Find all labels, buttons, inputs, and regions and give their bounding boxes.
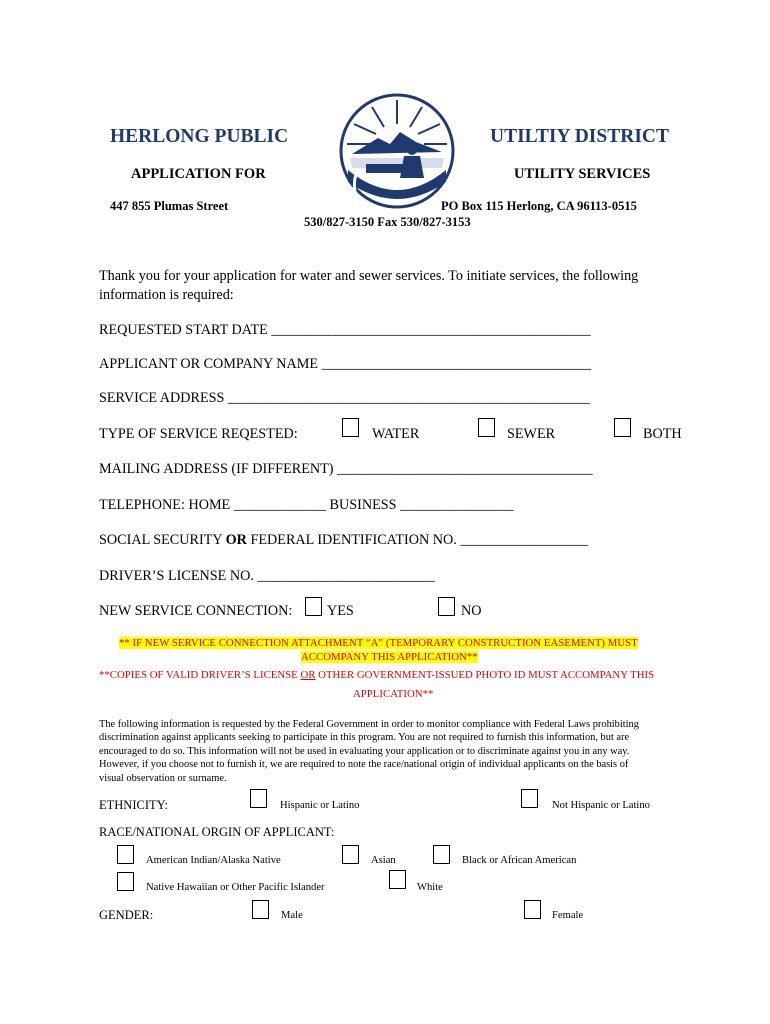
federal-line-5: visual observation or surname. <box>99 773 227 784</box>
yes-label: YES <box>327 603 354 619</box>
male-checkbox[interactable] <box>252 900 269 919</box>
hawaiian-label: Native Hawaiian or Other Pacific Islander <box>146 882 325 893</box>
white-label: White <box>417 882 443 893</box>
asian-checkbox[interactable] <box>342 845 359 864</box>
license-field[interactable]: DRIVER’S LICENSE NO. _________________________ <box>99 568 435 584</box>
intro-line-1: Thank you for your application for water and sewer services. To initiate services, the following <box>99 268 639 284</box>
american-indian-checkbox[interactable] <box>117 845 134 864</box>
both-label: BOTH <box>643 426 682 442</box>
id-notice-part-b: OTHER GOVERNMENT-ISSUED PHOTO ID MUST ACCOMPANY THIS <box>315 669 655 681</box>
po-box-address: PO Box 115 Herlong, CA 96113-0515 <box>441 199 637 213</box>
id-notice-line-2: APPLICATION** <box>353 688 434 700</box>
attachment-notice-line-1: ** IF NEW SERVICE CONNECTION ATTACHMENT “A” (TEMPORARY CONSTRUCTION EASEMENT) MUST <box>119 637 638 649</box>
federal-line-3: encouraged to do so. This information will not be used in evaluating your application or to discriminate against you in any way. <box>99 746 630 757</box>
female-checkbox[interactable] <box>524 900 541 919</box>
id-notice-line-1 <box>99 669 654 681</box>
not-hispanic-label: Not Hispanic or Latino <box>552 800 650 811</box>
service-type-label: TYPE OF SERVICE REQESTED: <box>99 426 298 442</box>
not-hispanic-checkbox[interactable] <box>521 789 538 808</box>
ssn-label-part2: FEDERAL IDENTIFICATION NO. __________________ <box>246 532 589 548</box>
start-date-field[interactable]: REQUESTED START DATE _____________________________________________ <box>99 322 591 338</box>
water-checkbox[interactable] <box>342 418 359 437</box>
subtitle-right: UTILITY SERVICES <box>514 166 651 182</box>
water-label: WATER <box>372 426 420 442</box>
phone-fax: 530/827-3150 Fax 530/827-3153 <box>304 215 471 229</box>
intro-line-2: information is required: <box>99 287 234 303</box>
race-label: RACE/NATIONAL ORGIN OF APPLICANT: <box>99 825 335 839</box>
black-label: Black or African American <box>462 855 577 866</box>
male-label: Male <box>281 910 303 921</box>
asian-label: Asian <box>371 855 396 866</box>
street-address: 447 855 Plumas Street <box>110 199 229 213</box>
american-indian-label: American Indian/Alaska Native <box>146 855 281 866</box>
no-checkbox[interactable] <box>438 597 455 616</box>
sewer-checkbox[interactable] <box>478 418 495 437</box>
title-right: UTILTIY DISTRICT <box>490 126 670 147</box>
id-notice-part-a: **COPIES OF VALID DRIVER’S LICENSE <box>99 669 301 681</box>
service-address-field[interactable]: SERVICE ADDRESS ___________________________________________________ <box>99 390 590 406</box>
federal-line-4: However, if you choose not to furnish it, we are required to note the race/national origin of individual applicants on the basis of <box>99 759 629 770</box>
yes-checkbox[interactable] <box>305 597 322 616</box>
new-connection-label: NEW SERVICE CONNECTION: <box>99 603 293 619</box>
gender-label: GENDER: <box>99 908 154 922</box>
hispanic-checkbox[interactable] <box>250 789 267 808</box>
sewer-label: SEWER <box>507 426 556 442</box>
black-checkbox[interactable] <box>433 845 450 864</box>
female-label: Female <box>552 910 584 921</box>
telephone-field[interactable]: TELEPHONE: HOME _____________ BUSINESS ________________ <box>99 497 514 513</box>
attachment-notice-line-2: ACCOMPANY THIS APPLICATION** <box>301 651 478 663</box>
hawaiian-checkbox[interactable] <box>117 872 134 891</box>
hispanic-label: Hispanic or Latino <box>280 800 360 811</box>
id-notice-or: OR <box>300 669 316 681</box>
applicant-name-field[interactable]: APPLICANT OR COMPANY NAME ______________________________________ <box>99 356 592 372</box>
mailing-address-field[interactable]: MAILING ADDRESS (IF DIFFERENT) ____________________________________ <box>99 461 593 477</box>
subtitle-left: APPLICATION FOR <box>131 166 266 182</box>
federal-line-2: discrimination against applicants seeking to participate in this program. You are not required to furnish this information, but are <box>99 732 630 743</box>
no-label: NO <box>461 603 482 619</box>
ssn-field[interactable] <box>99 532 588 549</box>
white-checkbox[interactable] <box>389 870 406 889</box>
both-checkbox[interactable] <box>614 418 631 437</box>
ethnicity-label: ETHNICITY: <box>99 798 168 812</box>
title-left: HERLONG PUBLIC <box>110 126 289 147</box>
ssn-or: OR <box>225 532 247 548</box>
ssn-label-part1: SOCIAL SECURITY <box>99 532 226 548</box>
district-logo-icon <box>338 92 456 210</box>
federal-line-1: The following information is requested by the Federal Government in order to monitor compliance with Federal Laws prohibiting <box>99 719 639 730</box>
